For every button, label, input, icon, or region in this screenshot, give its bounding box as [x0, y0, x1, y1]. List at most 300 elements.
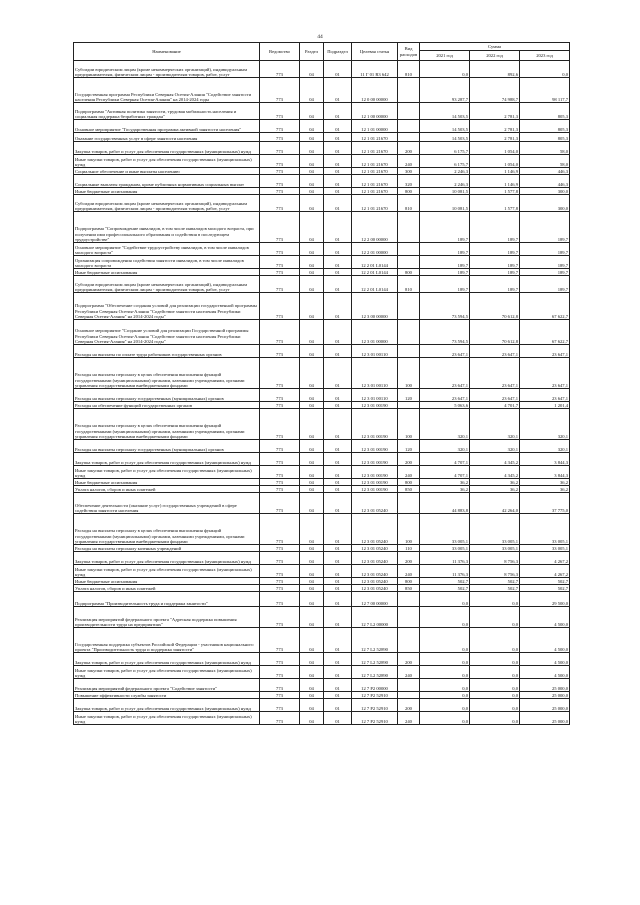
table-row [74, 679, 570, 692]
cell-name: Основное мероприятие "Создание условий для реализации Государственной программы Республики Северная Осетия-Алания "Содействие занятости населения Республики Северная Осетия-Алания" на 2014-2024 годы" [74, 320, 260, 345]
cell-2022: 2 781,3 [470, 120, 520, 133]
cell-name: Расходы на выплаты персоналу в целях обеспечения выполнения функций государственными (муниципальными) органами, казенными учреждениями, органами управления государственными внебюджетными фондами [74, 514, 260, 545]
table-row [74, 493, 570, 514]
cell-subsection: 01 [324, 345, 352, 358]
cell-2022: 1 054,0 [470, 142, 520, 155]
cell-2021: 73 594,5 [420, 320, 470, 345]
cell-section: 04 [300, 679, 324, 692]
cell-2022: 4 345,2 [470, 453, 520, 466]
cell-2023: 58,0 [520, 142, 570, 155]
cell-section: 04 [300, 142, 324, 155]
cell-expense-type [398, 256, 420, 269]
header-target-article: Целевая статья [352, 43, 398, 61]
cell-target-article: 12 7 00 00000 [352, 592, 398, 607]
cell-section: 04 [300, 592, 324, 607]
cell-target-article: 12 1 01 00000 [352, 120, 398, 133]
cell-name: Уплата налогов, сборов и иных платежей [74, 585, 260, 592]
cell-subsection: 01 [324, 188, 352, 195]
cell-2023: 23 647,1 [520, 389, 570, 402]
cell-2021: 189,7 [420, 256, 470, 269]
table-row [74, 276, 570, 293]
cell-2023: 446,3 [520, 175, 570, 188]
cell-target-article: 12 3 01 00190 [352, 486, 398, 493]
cell-target-article: 12 3 01 00190 [352, 453, 398, 466]
cell-2021: 0,0 [420, 592, 470, 607]
cell-2023: 320,1 [520, 440, 570, 453]
cell-ministry: 773 [260, 628, 300, 653]
cell-ministry: 773 [260, 120, 300, 133]
cell-target-article: 12 3 01 05240 [352, 585, 398, 592]
cell-ministry: 773 [260, 409, 300, 440]
table-row [74, 653, 570, 666]
cell-expense-type: 100 [398, 358, 420, 389]
table-row [74, 120, 570, 133]
cell-2022: 33 005,1 [470, 545, 520, 552]
cell-target-article: 12 1 01 21670 [352, 175, 398, 188]
table-row [74, 212, 570, 243]
cell-2021: 44 883,8 [420, 493, 470, 514]
table-row [74, 269, 570, 276]
cell-section: 04 [300, 345, 324, 358]
cell-2022: 74 988,7 [470, 78, 520, 103]
cell-expense-type [398, 679, 420, 692]
cell-target-article: 12 7 L2 00000 [352, 607, 398, 628]
cell-target-article: 12 7 L2 52890 [352, 666, 398, 679]
cell-2021: 320,1 [420, 409, 470, 440]
cell-ministry: 773 [260, 692, 300, 699]
cell-ministry: 773 [260, 552, 300, 565]
cell-ministry: 773 [260, 712, 300, 725]
cell-2023: 0,0 [520, 61, 570, 78]
cell-2023: 23 647,1 [520, 358, 570, 389]
cell-section: 04 [300, 466, 324, 479]
cell-subsection: 01 [324, 545, 352, 552]
cell-2021: 23 647,1 [420, 389, 470, 402]
cell-name: Закупка товаров, работ и услуг для обеспечения государственных (муниципальных) нужд [74, 653, 260, 666]
cell-target-article: 12 3 01 00190 [352, 466, 398, 479]
cell-section: 04 [300, 409, 324, 440]
cell-target-article: 12 2 01 L0144 [352, 269, 398, 276]
cell-target-article: 12 7 P2 52910 [352, 712, 398, 725]
header-year-2021: 2021 год [420, 51, 470, 61]
cell-2021: 36,2 [420, 486, 470, 493]
table-row [74, 585, 570, 592]
cell-target-article: 12 3 01 00190 [352, 402, 398, 409]
table-row [74, 552, 570, 565]
table-row [74, 514, 570, 545]
cell-expense-type: 810 [398, 61, 420, 78]
cell-2022: 1 146,9 [470, 175, 520, 188]
cell-expense-type: 120 [398, 389, 420, 402]
cell-target-article: 12 3 01 00110 [352, 345, 398, 358]
cell-2021: 189,7 [420, 276, 470, 293]
cell-target-article: 12 3 01 00110 [352, 358, 398, 389]
cell-expense-type [398, 320, 420, 345]
cell-subsection: 01 [324, 155, 352, 168]
table-row [74, 402, 570, 409]
cell-2021: 0,0 [420, 712, 470, 725]
cell-target-article: 12 1 00 00000 [352, 103, 398, 120]
cell-subsection: 01 [324, 453, 352, 466]
cell-2022: 70 612,8 [470, 293, 520, 320]
cell-name: Иные закупки товаров, работ и услуг для обеспечения государственных (муниципальных) нужд [74, 565, 260, 578]
table-row [74, 320, 570, 345]
table-row [74, 243, 570, 256]
cell-subsection: 01 [324, 585, 352, 592]
cell-name: Иные бюджетные ассигнования [74, 479, 260, 486]
cell-target-article: 12 3 01 05240 [352, 578, 398, 585]
cell-2021: 6 175,7 [420, 142, 470, 155]
cell-2023: 446,3 [520, 168, 570, 175]
cell-2022: 8 756,3 [470, 565, 520, 578]
cell-subsection: 01 [324, 256, 352, 269]
cell-expense-type: 240 [398, 565, 420, 578]
cell-2021: 10 081,5 [420, 188, 470, 195]
cell-2022: 189,7 [470, 256, 520, 269]
cell-2022: 0,0 [470, 692, 520, 699]
cell-ministry: 773 [260, 592, 300, 607]
cell-name: Подпрограмма "Производительность труда и поддержка занятости" [74, 592, 260, 607]
cell-subsection: 01 [324, 552, 352, 565]
cell-2021: 2 246,3 [420, 175, 470, 188]
cell-subsection: 01 [324, 607, 352, 628]
cell-2022: 23 647,1 [470, 345, 520, 358]
cell-2022: 8 756,3 [470, 552, 520, 565]
cell-2021: 0,0 [420, 679, 470, 692]
table-body [74, 61, 570, 725]
cell-2022: 0,0 [470, 592, 520, 607]
cell-2022: 320,1 [470, 440, 520, 453]
cell-2021: 0,0 [420, 607, 470, 628]
cell-2023: 25 000,0 [520, 712, 570, 725]
header-sum: Сумма [420, 43, 570, 51]
cell-subsection: 01 [324, 402, 352, 409]
cell-2023: 300,0 [520, 195, 570, 212]
cell-2021: 320,1 [420, 440, 470, 453]
cell-target-article: 12 3 01 00190 [352, 409, 398, 440]
cell-subsection: 01 [324, 168, 352, 175]
cell-2023: 23 647,1 [520, 345, 570, 358]
cell-2022: 42 264,0 [470, 493, 520, 514]
cell-2023: 189,7 [520, 212, 570, 243]
table-row [74, 195, 570, 212]
cell-ministry: 773 [260, 666, 300, 679]
table-row [74, 293, 570, 320]
cell-target-article: 12 3 01 05240 [352, 565, 398, 578]
cell-section: 04 [300, 155, 324, 168]
cell-name: Повышение эффективности службы занятости [74, 692, 260, 699]
cell-subsection: 01 [324, 712, 352, 725]
cell-section: 04 [300, 514, 324, 545]
cell-name: Закупка товаров, работ и услуг для обеспечения государственных (муниципальных) нужд [74, 142, 260, 155]
cell-ministry: 773 [260, 175, 300, 188]
cell-expense-type [398, 592, 420, 607]
cell-2022: 2 781,3 [470, 103, 520, 120]
cell-subsection: 01 [324, 195, 352, 212]
cell-section: 04 [300, 486, 324, 493]
cell-section: 04 [300, 175, 324, 188]
cell-section: 04 [300, 389, 324, 402]
cell-2023: 33 005,1 [520, 514, 570, 545]
cell-target-article: 12 0 00 00000 [352, 78, 398, 103]
cell-name: Расходы на выплаты по оплате труда работников государственных органов [74, 345, 260, 358]
cell-expense-type: 100 [398, 514, 420, 545]
cell-subsection: 01 [324, 409, 352, 440]
cell-2021: 189,7 [420, 243, 470, 256]
cell-name: Оказание государственных услуг в сфере занятости населения [74, 133, 260, 142]
cell-expense-type: 800 [398, 188, 420, 195]
cell-2023: 4 500,0 [520, 628, 570, 653]
cell-expense-type: 200 [398, 453, 420, 466]
cell-ministry: 773 [260, 440, 300, 453]
table-row [74, 592, 570, 607]
cell-name: Подпрограмма "Активная политика занятости, трудовая мобильность населения и социальная поддержка безработных граждан" [74, 103, 260, 120]
cell-2021: 4 707,1 [420, 466, 470, 479]
cell-2022: 0,0 [470, 712, 520, 725]
cell-ministry: 773 [260, 607, 300, 628]
cell-expense-type: 810 [398, 195, 420, 212]
cell-subsection: 01 [324, 592, 352, 607]
cell-section: 04 [300, 276, 324, 293]
cell-2023: 4 500,0 [520, 607, 570, 628]
cell-2021: 2 246,3 [420, 168, 470, 175]
cell-name: Реализация мероприятий федерального проекта "Содействие занятости" [74, 679, 260, 692]
table-row [74, 78, 570, 103]
cell-subsection: 01 [324, 293, 352, 320]
cell-expense-type: 200 [398, 552, 420, 565]
cell-ministry: 773 [260, 402, 300, 409]
cell-subsection: 01 [324, 269, 352, 276]
cell-section: 04 [300, 269, 324, 276]
cell-ministry: 773 [260, 699, 300, 712]
cell-expense-type [398, 103, 420, 120]
cell-2023: 300,0 [520, 188, 570, 195]
cell-target-article: 12 7 P2 00000 [352, 679, 398, 692]
cell-target-article: 12 3 01 00190 [352, 440, 398, 453]
cell-name: Государственная поддержка субъектов Российской Федерации - участников национального проекта "Производительность труда и поддержка занятости" [74, 628, 260, 653]
cell-target-article: 12 2 01 L0144 [352, 256, 398, 269]
cell-expense-type [398, 345, 420, 358]
cell-section: 04 [300, 545, 324, 552]
cell-ministry: 773 [260, 578, 300, 585]
cell-section: 04 [300, 692, 324, 699]
cell-2023: 4 267,2 [520, 565, 570, 578]
cell-expense-type: 850 [398, 486, 420, 493]
cell-ministry: 773 [260, 293, 300, 320]
cell-2022: 320,1 [470, 409, 520, 440]
cell-2022: 1 577,8 [470, 188, 520, 195]
cell-ministry: 773 [260, 585, 300, 592]
table-row [74, 545, 570, 552]
header-name: Наименование [74, 43, 260, 61]
cell-2023: 4 500,0 [520, 666, 570, 679]
cell-section: 04 [300, 653, 324, 666]
cell-target-article: 12 1 01 21670 [352, 142, 398, 155]
table-row [74, 699, 570, 712]
cell-2021: 23 647,1 [420, 345, 470, 358]
cell-target-article: 12 3 01 00190 [352, 479, 398, 486]
cell-name: Организация сопровождения содействия занятости инвалидов, в том числе инвалидов молодого возраста [74, 256, 260, 269]
table-row [74, 466, 570, 479]
cell-expense-type: 320 [398, 175, 420, 188]
cell-subsection: 01 [324, 389, 352, 402]
cell-name: Социальные выплаты гражданам, кроме публичных нормативных социальных выплат [74, 175, 260, 188]
cell-2023: 4 500,0 [520, 653, 570, 666]
header-year-2023: 2023 год [520, 51, 570, 61]
cell-expense-type [398, 692, 420, 699]
cell-ministry: 773 [260, 269, 300, 276]
table-row [74, 133, 570, 142]
table-row [74, 256, 570, 269]
cell-name: Расходы на выплаты персоналу государственных (муниципальных) органов [74, 440, 260, 453]
cell-2022: 4 701,7 [470, 402, 520, 409]
cell-ministry: 773 [260, 453, 300, 466]
cell-subsection: 01 [324, 320, 352, 345]
cell-ministry: 773 [260, 358, 300, 389]
cell-expense-type [398, 607, 420, 628]
cell-ministry: 773 [260, 389, 300, 402]
cell-section: 04 [300, 243, 324, 256]
cell-2021: 5 063,6 [420, 402, 470, 409]
cell-2021: 0,0 [420, 699, 470, 712]
cell-expense-type: 110 [398, 545, 420, 552]
cell-target-article: 12 1 01 21670 [352, 155, 398, 168]
cell-section: 04 [300, 699, 324, 712]
cell-ministry: 773 [260, 276, 300, 293]
cell-2021: 23 647,1 [420, 358, 470, 389]
cell-subsection: 01 [324, 358, 352, 389]
cell-2022: 189,7 [470, 269, 520, 276]
cell-name: Социальное обеспечение и иные выплаты населению [74, 168, 260, 175]
cell-ministry: 773 [260, 479, 300, 486]
cell-subsection: 01 [324, 479, 352, 486]
cell-expense-type: 240 [398, 466, 420, 479]
cell-2021: 0,0 [420, 61, 470, 78]
cell-section: 04 [300, 293, 324, 320]
header-subsection: Подраздел [324, 43, 352, 61]
cell-name: Расходы на выплаты персоналу государственных (муниципальных) органов [74, 389, 260, 402]
table-row [74, 692, 570, 699]
cell-subsection: 01 [324, 103, 352, 120]
table-row [74, 712, 570, 725]
cell-2021: 14 503,5 [420, 103, 470, 120]
table-row [74, 453, 570, 466]
cell-name: Обеспечение деятельности (оказание услуг) государственных учреждений в сфере содействия занятости населения [74, 493, 260, 514]
cell-ministry: 773 [260, 142, 300, 155]
cell-target-article: 12 1 01 21670 [352, 168, 398, 175]
cell-subsection: 01 [324, 466, 352, 479]
cell-expense-type: 850 [398, 585, 420, 592]
cell-ministry: 773 [260, 243, 300, 256]
cell-name: Расходы на выплаты персоналу в целях обеспечения выполнения функций государственными (муниципальными) органами, казенными учреждениями, органами управления государственными внебюджетными фондами [74, 358, 260, 389]
cell-subsection: 01 [324, 692, 352, 699]
cell-expense-type: 810 [398, 276, 420, 293]
table-row [74, 666, 570, 679]
cell-ministry: 773 [260, 545, 300, 552]
cell-2023: 189,7 [520, 276, 570, 293]
table-row [74, 103, 570, 120]
cell-subsection: 01 [324, 679, 352, 692]
cell-expense-type [398, 493, 420, 514]
cell-2022: 892,6 [470, 61, 520, 78]
cell-expense-type: 100 [398, 409, 420, 440]
table-row [74, 188, 570, 195]
cell-expense-type: 200 [398, 142, 420, 155]
cell-target-article: 12 7 L2 52890 [352, 653, 398, 666]
cell-subsection: 01 [324, 514, 352, 545]
cell-ministry: 773 [260, 155, 300, 168]
cell-section: 04 [300, 120, 324, 133]
cell-ministry: 773 [260, 345, 300, 358]
cell-name: Расходы на обеспечение функций государственных органов [74, 402, 260, 409]
cell-name: Уплата налогов, сборов и иных платежей [74, 486, 260, 493]
cell-name: Иные закупки товаров, работ и услуг для обеспечения государственных (муниципальных) нужд [74, 666, 260, 679]
cell-expense-type: 240 [398, 666, 420, 679]
cell-2023: 25 000,0 [520, 699, 570, 712]
cell-2022: 189,7 [470, 243, 520, 256]
cell-subsection: 01 [324, 440, 352, 453]
cell-2023: 805,3 [520, 120, 570, 133]
cell-ministry: 773 [260, 195, 300, 212]
cell-target-article: 12 1 01 21670 [352, 133, 398, 142]
cell-name: Расходы на выплаты персоналу в целях обеспечения выполнения функций государственными (муниципальными) органами, казенными учреждениями, органами управления государственными внебюджетными фондами [74, 409, 260, 440]
cell-subsection: 01 [324, 628, 352, 653]
cell-subsection: 01 [324, 699, 352, 712]
cell-2021: 36,2 [420, 479, 470, 486]
cell-2021: 93 287,7 [420, 78, 470, 103]
cell-2022: 0,0 [470, 679, 520, 692]
cell-subsection: 01 [324, 276, 352, 293]
cell-expense-type: 300 [398, 168, 420, 175]
cell-expense-type [398, 212, 420, 243]
cell-2022: 36,2 [470, 486, 520, 493]
cell-2021: 11 376,3 [420, 565, 470, 578]
cell-section: 04 [300, 103, 324, 120]
table-row [74, 628, 570, 653]
cell-target-article: 12 3 01 05240 [352, 545, 398, 552]
cell-2022: 502,7 [470, 578, 520, 585]
cell-section: 04 [300, 402, 324, 409]
cell-ministry: 773 [260, 565, 300, 578]
cell-expense-type: 240 [398, 712, 420, 725]
cell-ministry: 773 [260, 486, 300, 493]
cell-2021: 189,7 [420, 212, 470, 243]
cell-2023: 502,7 [520, 578, 570, 585]
table-row [74, 440, 570, 453]
cell-name: Субсидии юридическим лицам (кроме некоммерческих организаций), индивидуальным предпринимателям, физическим лицам - производителям товаров, работ, услуг [74, 276, 260, 293]
cell-section: 04 [300, 607, 324, 628]
cell-target-article: 12 2 01 L0144 [352, 276, 398, 293]
cell-ministry: 773 [260, 133, 300, 142]
cell-section: 04 [300, 578, 324, 585]
cell-target-article: 12 7 L2 52890 [352, 628, 398, 653]
cell-target-article: 12 3 01 05240 [352, 552, 398, 565]
cell-section: 04 [300, 453, 324, 466]
cell-section: 04 [300, 552, 324, 565]
cell-ministry: 773 [260, 466, 300, 479]
cell-2023: 189,7 [520, 256, 570, 269]
cell-section: 04 [300, 61, 324, 78]
cell-expense-type: 240 [398, 155, 420, 168]
cell-2022: 0,0 [470, 628, 520, 653]
cell-target-article: 12 2 01 00000 [352, 243, 398, 256]
cell-name: Субсидии юридическим лицам (кроме некоммерческих организаций), индивидуальным предпринимателям, физическим лицам - производителям товаров, работ, услуг [74, 195, 260, 212]
cell-ministry: 773 [260, 493, 300, 514]
cell-ministry: 773 [260, 256, 300, 269]
cell-subsection: 01 [324, 243, 352, 256]
cell-2022: 502,7 [470, 585, 520, 592]
cell-target-article: 12 7 P2 52910 [352, 692, 398, 699]
